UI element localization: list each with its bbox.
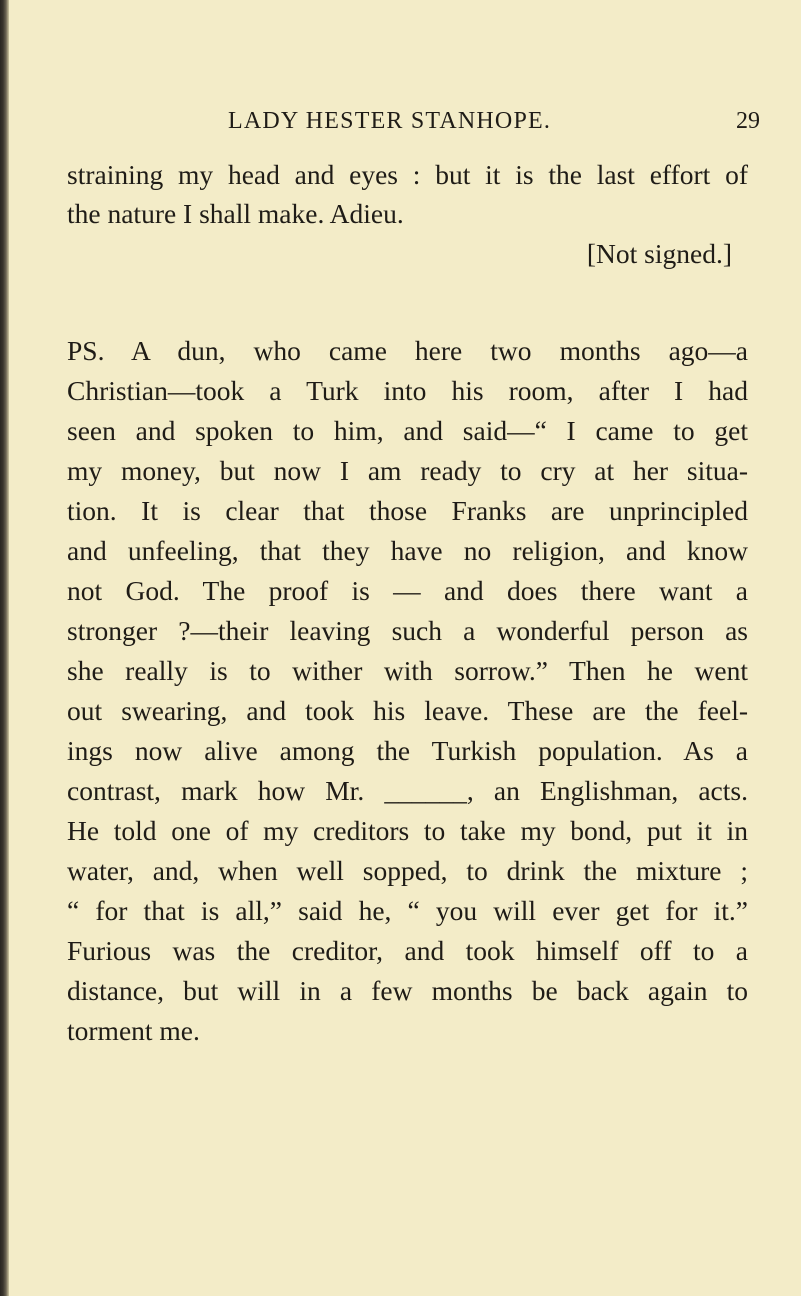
- text-line: my money, but now I am ready to cry at her situa-: [67, 455, 748, 486]
- text-line: Furious was the creditor, and took himself off to a: [67, 935, 748, 966]
- text-line: she really is to wither with sorrow.” Then he went: [67, 655, 748, 686]
- text-line: out swearing, and took his leave. These are the feel-: [67, 695, 748, 726]
- text-line: water, and, when well sopped, to drink the mixture ;: [67, 855, 748, 886]
- page-number: 29: [736, 108, 760, 134]
- text-line: distance, but will in a few months be back again to: [67, 975, 748, 1006]
- text-line: stronger ?—their leaving such a wonderful person as: [67, 615, 748, 646]
- text-line: torment me.: [67, 1015, 200, 1046]
- text-line: Christian—took a Turk into his room, after I had: [67, 375, 748, 406]
- running-title: LADY HESTER STANHOPE.: [228, 108, 552, 134]
- text-line: not God. The proof is — and does there want a: [67, 575, 748, 606]
- text-line: He told one of my creditors to take my bond, put it in: [67, 815, 748, 846]
- text-line: “ for that is all,” said he, “ you will ever get for it.”: [67, 895, 748, 926]
- text-line: seen and spoken to him, and said—“ I came to get: [67, 415, 748, 446]
- text-line: PS. A dun, who came here two months ago—a: [67, 335, 748, 366]
- text-line: ings now alive among the Turkish population. As a: [67, 735, 748, 766]
- signature-note: [Not signed.]: [586, 238, 732, 269]
- text-line: straining my head and eyes : but it is the last effort of: [67, 159, 748, 190]
- text-line: the nature I shall make. Adieu.: [67, 198, 404, 229]
- text-line: and unfeeling, that they have no religion, and know: [67, 535, 748, 566]
- text-line: tion. It is clear that those Franks are unprincipled: [67, 495, 748, 526]
- text-line: contrast, mark how Mr. ______, an Englishman, acts.: [67, 775, 748, 806]
- running-header: [60, 108, 801, 138]
